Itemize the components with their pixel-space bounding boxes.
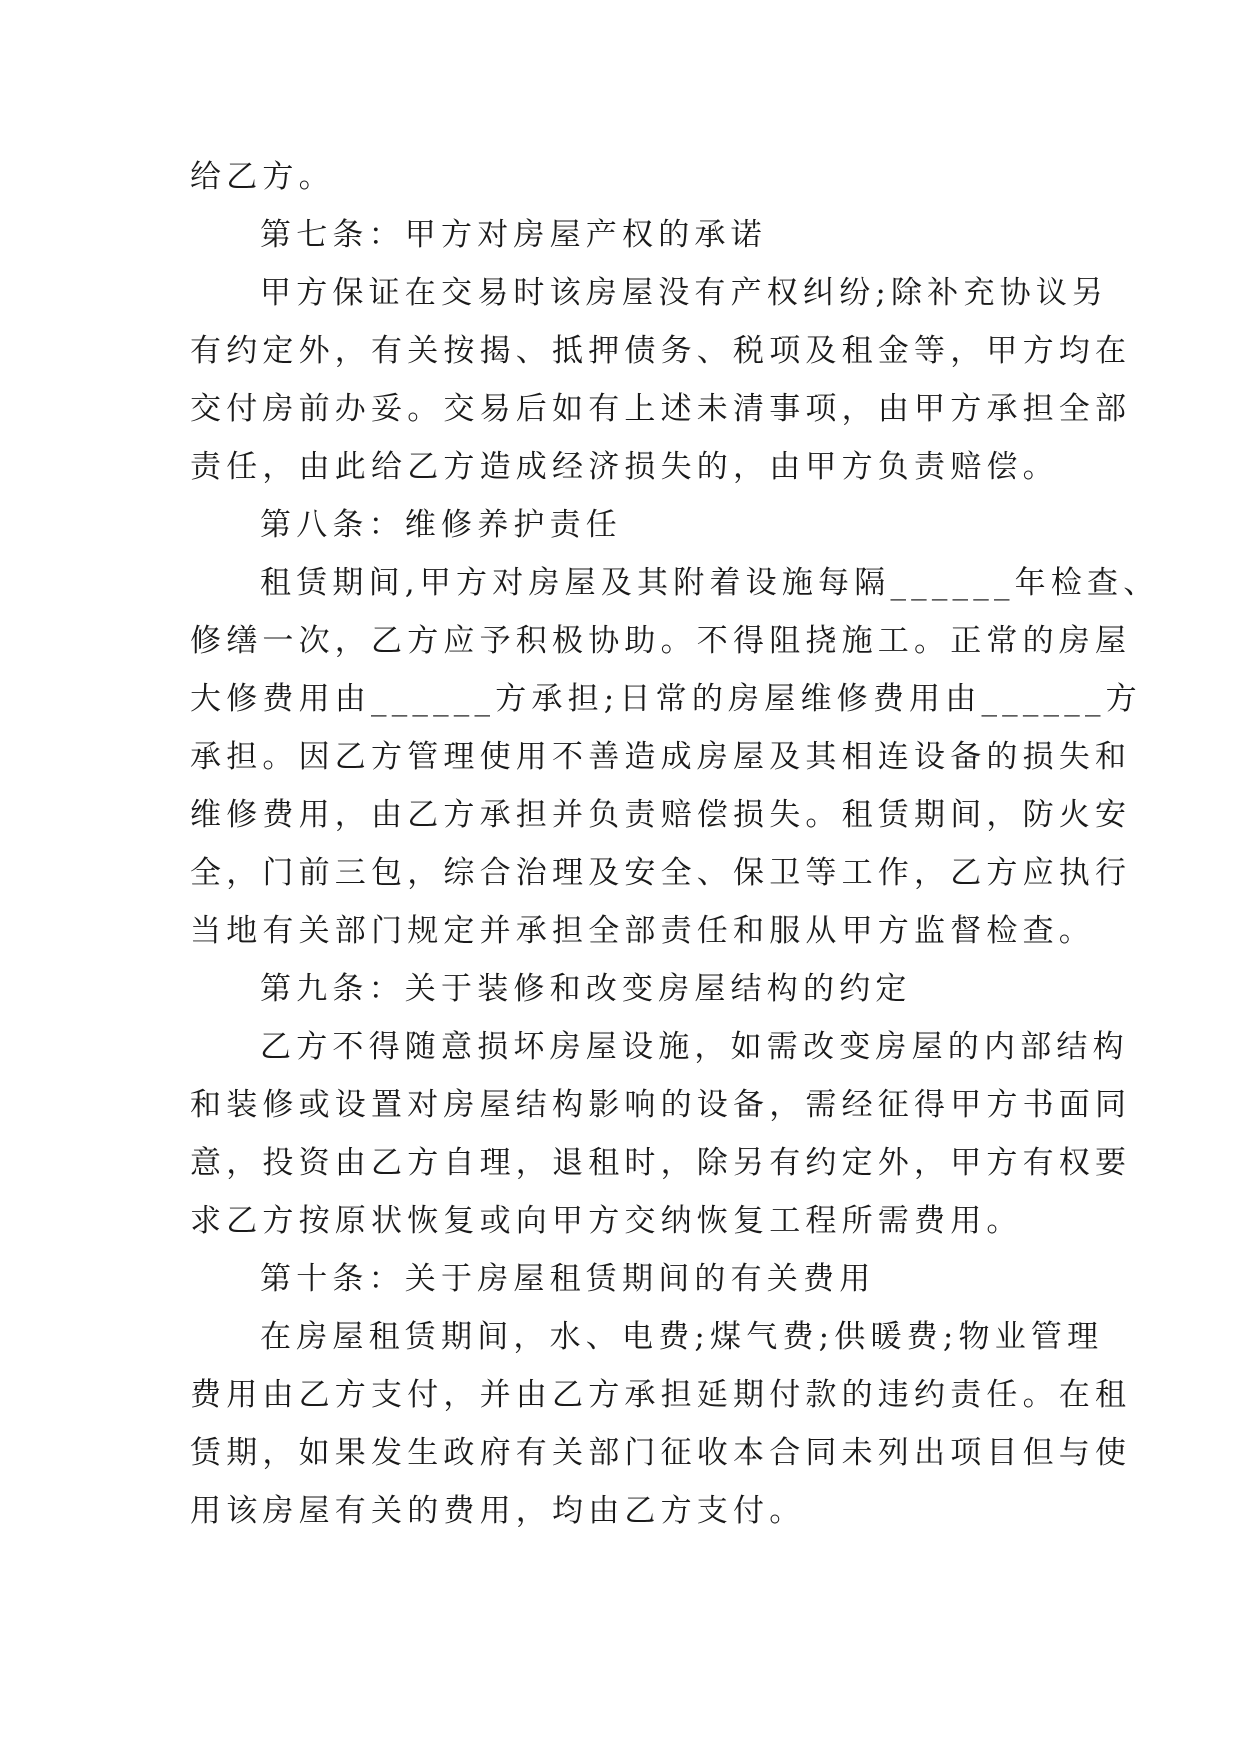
- text-line: 第八条：维修养护责任: [260, 507, 622, 543]
- text-line: 乙方不得随意损坏房屋设施，如需改变房屋的内部结构: [260, 1029, 1129, 1065]
- text-line: 第九条：关于装修和改变房屋结构的约定: [260, 971, 912, 1007]
- document-page: [190, 148, 1160, 1540]
- text-line: 给乙方。: [190, 159, 335, 195]
- text-line: 交付房前办妥。交易后如有上述未清事项，由甲方承担全部: [190, 391, 1132, 427]
- text-line: 和装修或设置对房屋结构影响的设备，需经征得甲方书面同: [190, 1087, 1132, 1123]
- text-line: 意，投资由乙方自理，退租时，除另有约定外，甲方有权要: [190, 1145, 1132, 1181]
- text-line: 第十条：关于房屋租赁期间的有关费用: [260, 1261, 876, 1297]
- text-line: 租赁期间,甲方对房屋及其附着设施每隔______年检查、: [260, 565, 1160, 601]
- text-line: 求乙方按原状恢复或向甲方交纳恢复工程所需费用。: [190, 1203, 1023, 1239]
- text-line: 修缮一次，乙方应予积极协助。不得阻挠施工。正常的房屋: [190, 623, 1132, 659]
- text-line: 第七条：甲方对房屋产权的承诺: [260, 217, 767, 253]
- text-line: 甲方保证在交易时该房屋没有产权纠纷;除补充协议另: [260, 275, 1109, 311]
- text-line: 大修费用由______方承担;日常的房屋维修费用由______方: [190, 681, 1142, 717]
- text-line: 全，门前三包，综合治理及安全、保卫等工作，乙方应执行: [190, 855, 1132, 891]
- text-line: 在房屋租赁期间，水、电费;煤气费;供暖费;物业管理: [260, 1319, 1104, 1355]
- text-line: 有约定外，有关按揭、抵押债务、税项及租金等，甲方均在: [190, 333, 1132, 369]
- text-line: 赁期，如果发生政府有关部门征收本合同未列出项目但与使: [190, 1435, 1132, 1471]
- text-line: 承担。因乙方管理使用不善造成房屋及其相连设备的损失和: [190, 739, 1132, 775]
- text-line: 费用由乙方支付，并由乙方承担延期付款的违约责任。在租: [190, 1377, 1132, 1413]
- text-line: 责任，由此给乙方造成经济损失的，由甲方负责赔偿。: [190, 449, 1059, 485]
- text-line: 当地有关部门规定并承担全部责任和服从甲方监督检查。: [190, 913, 1095, 949]
- text-line: 维修费用，由乙方承担并负责赔偿损失。租赁期间，防火安: [190, 797, 1132, 833]
- text-line: 用该房屋有关的费用，均由乙方支付。: [190, 1493, 806, 1529]
